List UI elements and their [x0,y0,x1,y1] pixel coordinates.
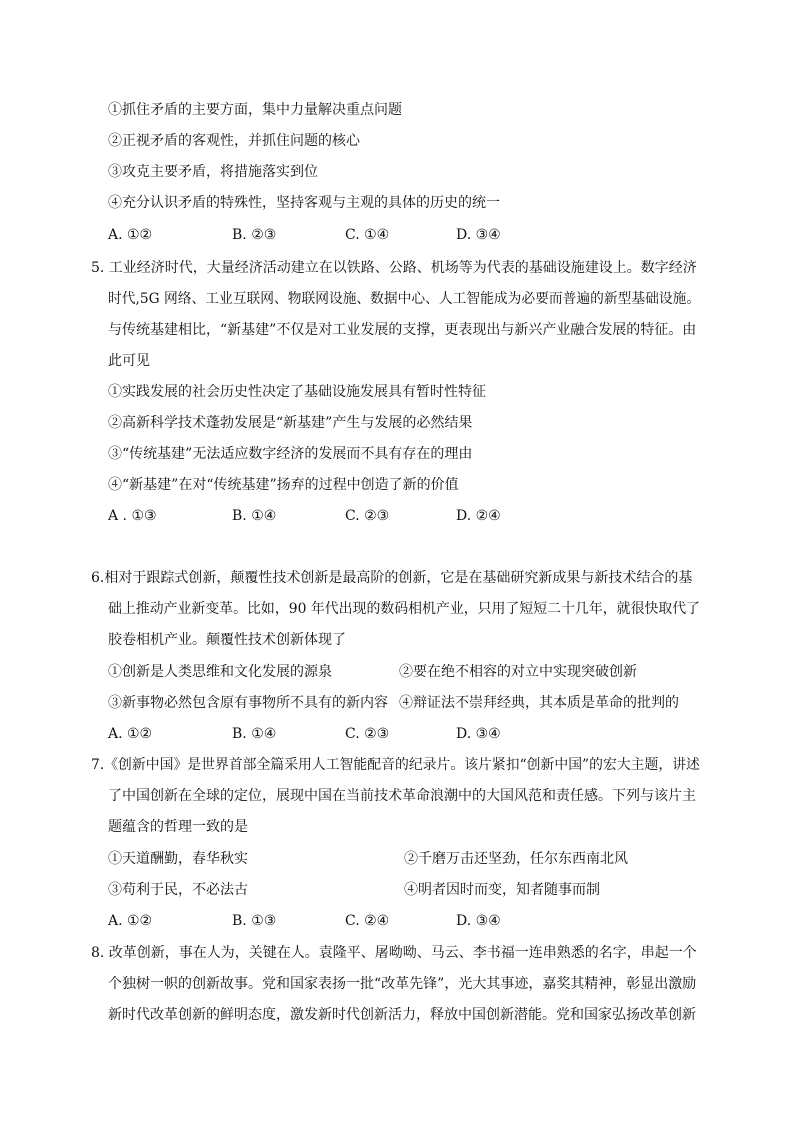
q7-answer-c: C. ②④ [345,913,390,929]
q5-stem-line-2: 时代,5G 网络、工业互联网、物联网设施、数据中心、人工智能成为必要而普遍的新型基础设施。 [108,291,701,307]
q5-option-2: ②高新科学技术蓬勃发展是“新基建”产生与发展的必然结果 [108,415,473,431]
q6-answer-a: A. ①② [108,726,153,742]
q6-option-1: ①创新是人类思维和文化发展的源泉 [108,664,332,680]
q4-answer-d: D. ③④ [456,227,501,243]
q4-option-2: ②正视矛盾的客观性，并抓住问题的核心 [108,133,360,149]
q8-stem-line-2: 个独树一帜的创新故事。党和国家表扬一批“改革先锋”，光大其事迹，嘉奖其精神，彰显出激励 [108,976,697,992]
q7-stem-line-3: 题蕴含的哲理一致的是 [108,819,248,835]
q5-option-3: ③“传统基建”无法适应数字经济的发展而不具有存在的理由 [108,446,473,462]
q6-stem-line-3: 胶卷相机产业。颠覆性技术创新体现了 [108,632,346,648]
q7-answer-b: B. ①③ [232,913,277,929]
q4-option-1: ①抓住矛盾的主要方面，集中力量解决重点问题 [108,102,402,118]
q5-stem-line-3: 与传统基建相比，“新基建”不仅是对工业发展的支撑，更表现出与新兴产业融合发展的特征。由 [108,322,697,338]
q8-stem-line-3: 新时代改革创新的鲜明态度，激发新时代创新活力，释放中国创新潜能。党和国家弘扬改革创新 [108,1007,696,1023]
q6-answer-b: B. ①④ [232,726,277,742]
q8-stem-line-1: 8. 改革创新，事在人为，关键在人。袁隆平、屠呦呦、马云、李书福一连串熟悉的名字，串起一个 [91,945,697,961]
q4-option-4: ④充分认识矛盾的特殊性，坚持客观与主观的具体的历史的统一 [108,195,500,211]
q7-option-1: ①天道酬勤，春华秋实 [108,851,248,867]
q4-answer-b: B. ②③ [232,227,277,243]
q5-stem-line-4: 此可见 [108,353,150,369]
q4-option-3: ③攻克主要矛盾，将措施落实到位 [108,164,318,180]
q7-option-4: ④明者因时而变，知者随事而制 [404,882,600,898]
q5-answer-a: A . ①③ [108,508,157,524]
q5-answer-d: D. ②④ [456,508,501,524]
q7-stem-line-2: 了中国创新在全球的定位，展现中国在当前技术革命浪潮中的大国风范和责任感。下列与该片主 [108,788,696,804]
q4-answer-c: C. ①④ [345,227,390,243]
q7-option-2: ②千磨万击还坚劲，任尔东西南北风 [404,851,628,867]
q6-option-2: ②要在绝不相容的对立中实现突破创新 [399,664,637,680]
q5-answer-c: C. ②③ [345,508,390,524]
q7-stem-line-1: 7.《创新中国》是世界首部全篇采用人工智能配音的纪录片。该片紧扣“创新中国”的宏大主题，讲述 [91,757,700,773]
q5-option-1: ①实践发展的社会历史性决定了基础设施发展具有暂时性特征 [108,384,486,400]
q5-answer-b: B. ①④ [232,508,277,524]
q5-option-4: ④“新基建”在对“传统基建”扬弃的过程中创造了新的价值 [108,477,459,493]
q7-answer-d: D. ③④ [456,913,501,929]
q6-option-3: ③新事物必然包含原有事物所不具有的新内容 [108,695,388,711]
q5-stem-line-1: 5. 工业经济时代，大量经济活动建立在以铁路、公路、机场等为代表的基础设施建设上。数字经济 [91,260,697,276]
q6-stem-line-2: 础上推动产业新变革。比如，90 年代出现的数码相机产业，只用了短短二十几年，就很快取代了 [108,601,701,617]
q4-answer-a: A. ①② [108,227,153,243]
q7-option-3: ③苟利于民，不必法古 [108,882,248,898]
q6-answer-c: C. ②③ [345,726,390,742]
q6-answer-d: D. ③④ [456,726,501,742]
q7-answer-a: A. ①② [108,913,153,929]
q6-stem-line-1: 6.相对于跟踪式创新，颠覆性技术创新是最高阶的创新，它是在基础研究新成果与新技术结合的基 [91,570,693,586]
q6-option-4: ④辩证法不崇拜经典，其本质是革命的批判的 [399,695,679,711]
